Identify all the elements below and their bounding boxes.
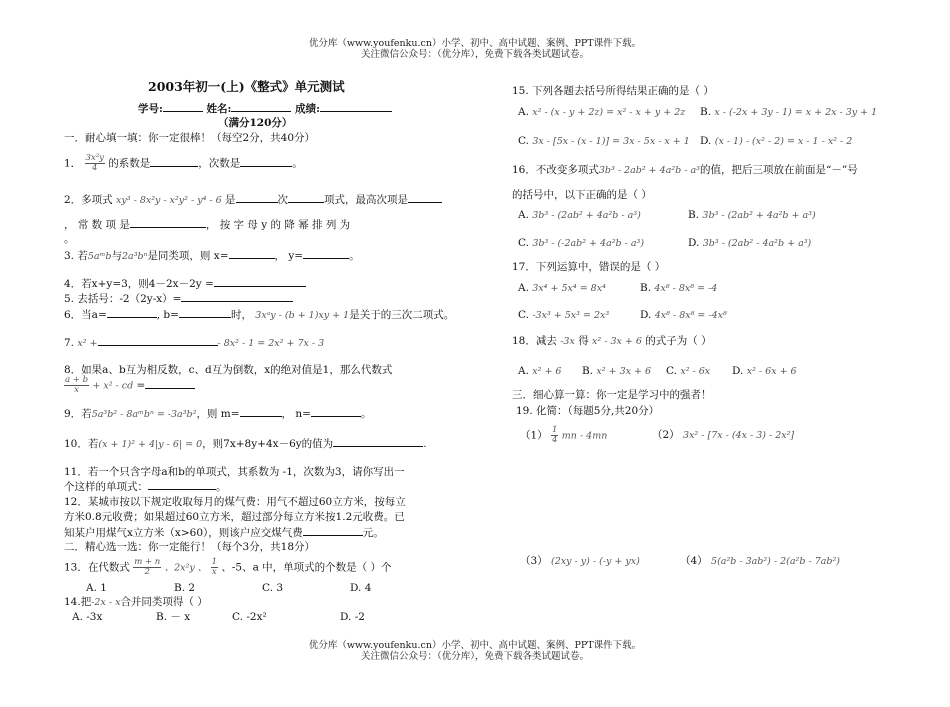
q13-option-a[interactable]: A. 1 [86,582,107,594]
question-15: 15. 下列各题去括号所得结果正确的是（ ） [512,85,714,97]
footer-line-1: 优分库（www.youfenku.cn）小学、初中、高中试题、案例、PPT课件下载。 [308,640,642,651]
question-5: 5. 去括号：-2（2y-x）= [64,291,293,306]
q18-option-a[interactable]: A. x² + 6 [518,365,562,377]
question-12-line-2: 方米0.8元收费；如果超过60立方米，超过部分每立方米按1.2元收费。已 [64,511,405,523]
question-17: 17．下列运算中，错误的是（ ） [512,261,666,273]
question-3: 3. 若5aᵐb与2a³bⁿ是同类项，则 x= ， y= 。 [64,250,360,262]
question-7: 7. x² + - 8x² - 1 = 2x² + 7x - 3 [64,337,325,349]
question-8-line-2: $\frac{a + b}{x}$ + x² - cd = [64,376,195,395]
q14-option-b[interactable]: B. － x [156,611,191,623]
q16-option-b[interactable]: B. 3b³ - (2ab² + 4a²b + a³) [688,209,816,221]
q4-blank[interactable] [214,276,306,287]
q2-blank-4[interactable] [130,217,206,228]
score-blank[interactable] [320,101,392,112]
page-footer [0,640,950,662]
q13-option-c[interactable]: C. 3 [262,582,284,594]
section-1-heading: 一．耐心填一填：你一定很棒！（每空2分，共40分） [64,132,316,144]
q5-blank[interactable] [181,291,293,302]
q19-part-1: （1） $\frac{1}{4}$ mn - 4mn [520,425,608,445]
question-16: 16．不改变多项式3b³ - 2ab² + 4a²b - a³的值，把后三项放在前面是“－”号 [512,164,858,176]
q17-option-a[interactable]: A. 3x⁴ + 5x⁴ = 8x⁴ [518,282,606,294]
question-10: 10．若(x + 1)² + 4|y - 6| = 0，则7x+8y+4x－6y的值为 . [64,438,427,450]
page-header [0,38,950,60]
q17-option-d[interactable]: D. 4x⁸ - 8x⁸ = -4x⁸ [640,309,727,321]
q1-fraction: $\frac{\text{3x²y}}{4}$ [85,153,104,173]
full-marks: （满分120分） [218,117,293,129]
q9-blank-m[interactable] [240,406,282,417]
q13-option-d[interactable]: D. 4 [350,582,372,594]
name-blank[interactable] [231,101,291,112]
student-no-blank[interactable] [163,101,203,112]
question-2-line-3: 。 [64,233,75,245]
q13-option-b[interactable]: B. 2 [174,582,196,594]
q16-option-d[interactable]: D. 3b³ - (2ab² - 4a²b + a³) [688,237,812,249]
question-4: 4．若x+y=3，则4－2x－2y = [64,276,306,291]
q16-option-c[interactable]: C. 3b³ - (-2ab² + 4a²b - a³) [518,237,645,249]
student-no-label: 学号: [138,103,163,115]
q7-blank[interactable] [98,335,218,346]
question-13: 13．在代数式 $\frac{m + n}{2}$ 、2x²y 、 $\frac{1}{x}$ 、-5、a 中，单项式的个数是（ ）个 [64,557,392,577]
q17-option-b[interactable]: B. 4x⁸ - 8x⁸ = -4 [640,282,718,294]
footer-line-2: 关注微信公众号：（优分库），免费下载各类试题试卷。 [360,651,589,662]
name-label: 姓名: [206,103,232,115]
question-1: 1． $\frac{\text{3x²y}}{4}$ 的系数是 ，次数是 。 [64,153,303,173]
q15-option-a[interactable]: A. x² - (x - y + 2z) = x² - x + y + 2z [518,106,686,118]
question-6: 6．当a= , b= 时， 3xᵃy - (b + 1)xy + 1是关于的三次二项式。 [64,309,455,321]
q15-option-c[interactable]: C. 3x - [5x - (x - 1)] = 3x - 5x - x + 1 [518,135,690,147]
q1-blank-2[interactable] [240,156,292,167]
section-3-heading: 三．细心算一算：你一定是学习中的强者！ [512,389,712,401]
q18-option-d[interactable]: D. x² - 6x + 6 [732,365,797,377]
q11-blank[interactable] [148,479,216,490]
question-2-line-2: ， 常 数 项 是 ， 按 字 母 y 的 降 幂 排 列 为 [64,219,351,231]
q2-blank-3[interactable] [408,192,442,203]
q3-blank-y[interactable] [303,248,349,259]
q1-blank-1[interactable] [150,156,198,167]
header-line-2: 关注微信公众号：（优分库），免费下载各类试题试卷。 [360,49,589,60]
q19-part-3: （3） (2xy - y) - (-y + yx) [520,555,640,567]
q17-option-c[interactable]: C. -3x³ + 5x³ = 2x³ [518,309,610,321]
q2-blank-1[interactable] [236,192,278,203]
q6-blank-b[interactable] [179,307,231,318]
q18-option-b[interactable]: B. x² + 3x + 6 [582,365,652,377]
question-9: 9．若5a³b² - 8aᵐbⁿ = -3a³b²，则 m= ， n= 。 [64,408,372,420]
q9-blank-n[interactable] [311,406,361,417]
question-18: 18．减去 -3x 得 x² - 3x + 6 的式子为（ ） [512,335,712,347]
q18-option-c[interactable]: C. x² - 6x [666,365,711,377]
header-line-1: 优分库（www.youfenku.cn）小学、初中、高中试题、案例、PPT课件下载。 [308,38,642,49]
q19-part-4: （4） 5(a²b - 3ab²) - 2(a²b - 7ab²) [680,555,840,567]
question-19: 19. 化简：（每题5分,共20分） [516,405,660,417]
question-2: 2．多项式 xy³ - 8x²y - x²y² - y⁴ - 6 是 次 项式，最高次项是 [64,192,442,208]
q3-blank-x[interactable] [229,248,275,259]
question-11: 11．若一个只含字母a和b的单项式，其系数为 -1，次数为3，请你写出一 [64,466,405,478]
q16-option-a[interactable]: A. 3b³ - (2ab² + 4a²b - a³) [518,209,641,221]
q14-option-d[interactable]: D. -2 [340,611,365,623]
q12-blank[interactable] [303,525,363,536]
question-8: 8．如果a、b互为相反数，c、d互为倒数，x的绝对值是1，那么代数式 [64,364,393,376]
q2-blank-2[interactable] [288,192,324,203]
student-info [138,101,392,116]
question-12: 12．某城市按以下规定收取每月的煤气费：用气不超过60立方米，按每立 [64,496,406,508]
q8-blank[interactable] [145,378,195,389]
score-label: 成绩: [295,103,320,115]
q14-option-c[interactable]: C. -2x² [232,611,267,623]
exam-title: 2003年初一(上)《整式》单元测试 [148,79,345,94]
question-14: 14.把-2x - x合并同类项得（ ） [64,596,208,608]
section-2-heading: 二．精心选一选：你一定能行！（每个3分，共18分） [64,541,316,553]
q15-option-b[interactable]: B. x - (-2x + 3y - 1) = x + 2x - 3y + 1 [700,106,878,118]
question-12-line-3: 知某户用煤气x立方米（x>60），则该户应交煤气费 元。 [64,527,384,539]
q14-option-a[interactable]: A. -3x [72,611,103,623]
q6-blank-a[interactable] [107,307,157,318]
q19-part-2: （2） 3x² - [7x - (4x - 3) - 2x²] [652,429,795,441]
q10-blank[interactable] [333,436,423,447]
question-11-line-2: 个这样的单项式： 。 [64,481,227,493]
q15-option-d[interactable]: D. (x - 1) - (x² - 2) = x - 1 - x² - 2 [700,135,853,147]
question-16-line-2: 的括号中，以下正确的是（ ） [512,189,652,201]
